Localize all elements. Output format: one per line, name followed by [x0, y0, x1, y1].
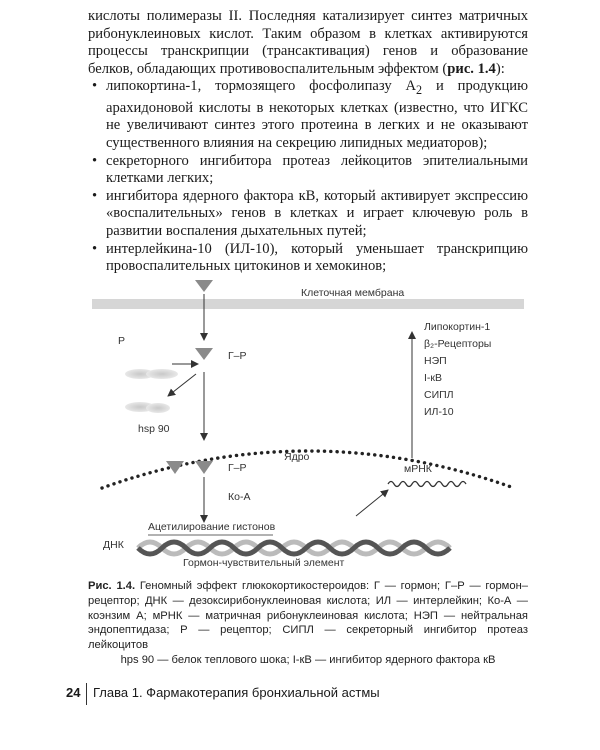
histone-label: Ацетилирование гистонов [148, 521, 276, 533]
mrna-label: мРНК [404, 463, 432, 475]
membrane-label: Клеточная мембрана [301, 287, 405, 299]
footer-divider [86, 683, 87, 705]
nucleus-label: Ядро [284, 451, 310, 463]
figure-diagram [88, 268, 528, 573]
product-label: β₂-Рецепторы [424, 338, 492, 350]
mrna-strand [388, 482, 466, 487]
coa-label: Ко-А [228, 491, 251, 503]
figure-reference: рис. 1.4 [447, 60, 496, 77]
intro-text-1: кислоты полимеразы II. Последняя катализирует синтез матричных рибонуклеиновых кислот. Таким образом в клетках активируются процессы транскрипции (трансактивация) генов и образование белков, обладающих противовоспалительным эффектом ( [88, 8, 528, 77]
hormone-triangle [195, 280, 213, 292]
bullet-item: • интерлейкина-10 (ИЛ-10), который уменьшает транскрипцию провоспалительных цитокинов и хемокинов; [88, 241, 528, 276]
bullet-item [88, 78, 528, 152]
genomic-effect-diagram [88, 268, 528, 573]
chapter-title: Глава 1. Фармакотерапия бронхиальной астмы [93, 685, 380, 700]
intro-text-2: ): [495, 60, 505, 77]
hsp90-label: hsp 90 [138, 423, 170, 435]
hsp90-blob [146, 403, 170, 413]
receptor-blob [146, 369, 178, 379]
bullet-list [88, 78, 528, 275]
bullet-item: • ингибитора ядерного фактора кB, который активирует экспрессию «воспалительных» генов в клетках и играет ключевую роль в развитии воспаления дыхательных путей; [88, 188, 528, 241]
dna-helix [138, 542, 450, 554]
caption-label: Рис. 1.4. [88, 580, 136, 592]
arrow-dna-to-mrna [356, 490, 388, 516]
hre-label: Гормон-чувствительный элемент [183, 557, 345, 569]
hormone-receptor-triangle [195, 348, 213, 360]
cell-membrane [92, 299, 524, 309]
product-label: Липокортин-1 [424, 321, 491, 333]
page-number: 24 [66, 685, 81, 700]
receptor-label: Р [118, 335, 126, 347]
subscript: 2 [416, 83, 423, 98]
product-label: ИЛ-10 [424, 406, 454, 418]
figure-caption [88, 579, 528, 668]
bullet-text: и продукцию арахидоновой кислоты в некоторых клетках (известно, что ИГКС не увеличивают синтез этого протеина в легких и не оказывают существенного влияния на секрецию липидных медиаторов); [106, 78, 528, 152]
gr-nucleus-label: Г–Р [228, 462, 247, 474]
gr-dimer-triangle [195, 461, 213, 474]
bullet-text: липокортина-1, тормозящего фосфолипазу A [106, 78, 417, 95]
dna-label: ДНК [103, 539, 124, 551]
products-list [424, 321, 491, 418]
gr-label: Г–Р [228, 350, 247, 362]
product-label: НЭП [424, 355, 447, 367]
body-text [88, 8, 528, 276]
caption-text: Геномный эффект глюкокортикостероидов: Г — гормон; Г–Р — гормон–рецептор; ДНК — дезоксирибонуклеиновая кислота; ИЛ — интерлейкин; Ко-А — коэнзим А; мРНК — матричная рибонуклеиновая кислота; НЭП — нейтральная эндопептидаза; Р — рецептор; СИПЛ — секреторный ингибитор протеаз лейкоцитов [88, 580, 528, 652]
intro-paragraph [88, 8, 528, 78]
product-label: СИПЛ [424, 389, 454, 401]
caption-last-line: hps 90 — белок теплового шока; I-кB — ингибитор ядерного фактора кB [120, 653, 496, 666]
bullet-item: • секреторного ингибитора протеаз лейкоцитов эпителиальными клетками легких; [88, 153, 528, 188]
product-label: I-кB [424, 372, 443, 384]
